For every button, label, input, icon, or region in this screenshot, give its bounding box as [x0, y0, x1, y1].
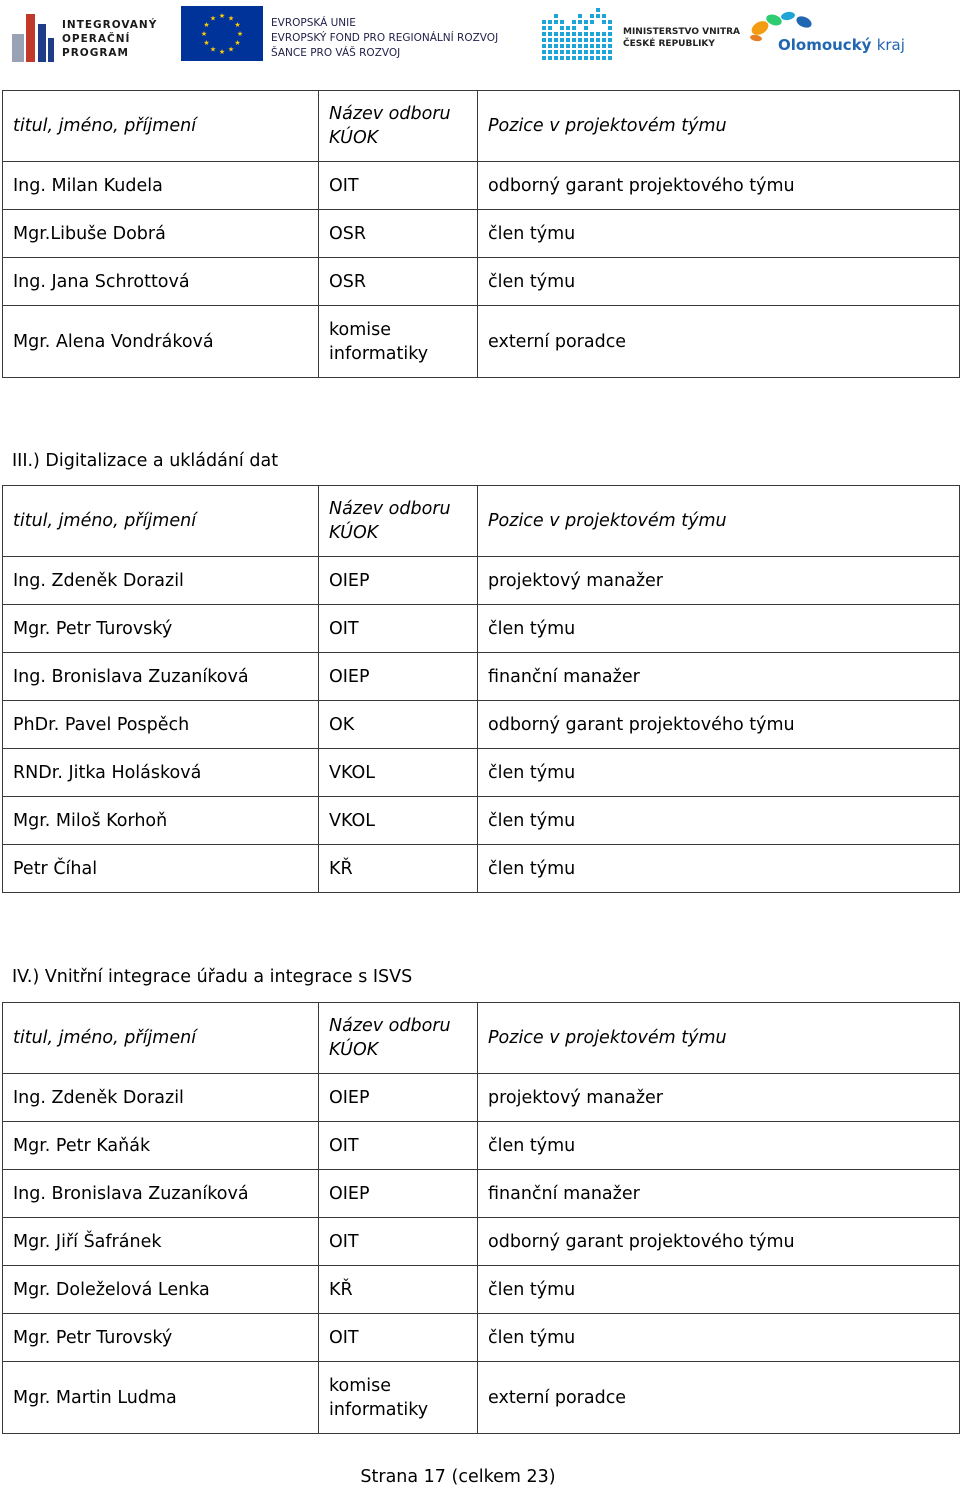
cell-role: člen týmu	[478, 749, 960, 797]
cell-dept: komise informatiky	[319, 306, 478, 378]
col-header-name: titul, jméno, příjmení	[3, 91, 319, 162]
cell-name: Mgr. Doleželová Lenka	[3, 1266, 319, 1314]
svg-text:★: ★	[203, 21, 210, 29]
cell-dept: OIT	[319, 1314, 478, 1362]
col-header-name: titul, jméno, příjmení	[3, 1003, 319, 1074]
cell-dept: OIEP	[319, 557, 478, 605]
table-row	[3, 1362, 960, 1434]
team-table-iii	[2, 485, 960, 893]
cell-name: Mgr. Petr Turovský	[3, 1314, 319, 1362]
svg-text:★: ★	[227, 45, 235, 54]
section-title-iii: III.) Digitalizace a ukládání dat	[12, 451, 279, 471]
cell-name: Ing. Jana Schrottová	[3, 258, 319, 306]
cell-role: odborný garant projektového týmu	[478, 162, 960, 210]
cell-role: člen týmu	[478, 1266, 960, 1314]
cell-dept: VKOL	[319, 749, 478, 797]
eu-text: EVROPSKÁ UNIE EVROPSKÝ FOND PRO REGIONÁLNÍ ROZVOJ ŠANCE PRO VÁŠ ROZVOJ	[271, 17, 499, 59]
cell-dept: OIEP	[319, 1074, 478, 1122]
iop-text: INTEGROVANÝ OPERAČNÍ PROGRAM	[62, 19, 158, 59]
cell-role: externí poradce	[478, 306, 960, 378]
cell-role: člen týmu	[478, 1122, 960, 1170]
cell-dept: OIT	[319, 1218, 478, 1266]
table-row	[3, 701, 960, 749]
col-header-dept: Název odboru KÚOK	[319, 1003, 478, 1074]
cell-dept: KŘ	[319, 845, 478, 893]
cell-name: Ing. Zdeněk Dorazil	[3, 1074, 319, 1122]
cell-role: člen týmu	[478, 605, 960, 653]
table-row	[3, 1074, 960, 1122]
cell-role: externí poradce	[478, 1362, 960, 1434]
cell-role: odborný garant projektového týmu	[478, 1218, 960, 1266]
olk-text: Olomoucký kraj	[778, 36, 905, 54]
cell-name: Mgr.Libuše Dobrá	[3, 210, 319, 258]
cell-dept: OK	[319, 701, 478, 749]
col-header-role: Pozice v projektovém týmu	[478, 91, 960, 162]
cell-dept: VKOL	[319, 797, 478, 845]
cell-dept: OIT	[319, 162, 478, 210]
cell-dept: OIT	[319, 605, 478, 653]
cell-name: Mgr. Petr Turovský	[3, 605, 319, 653]
table-header-row	[3, 1003, 960, 1074]
table-row	[3, 1218, 960, 1266]
svg-text:★: ★	[234, 39, 241, 47]
col-header-name: titul, jméno, příjmení	[3, 486, 319, 557]
team-table-iv	[2, 1002, 960, 1434]
col-header-role: Pozice v projektovém týmu	[478, 1003, 960, 1074]
cell-name: Petr Číhal	[3, 845, 319, 893]
svg-text:★: ★	[234, 21, 241, 29]
table-row	[3, 258, 960, 306]
col-header-dept: Název odboru KÚOK	[319, 486, 478, 557]
eu-flag-icon	[181, 6, 263, 61]
cell-role: člen týmu	[478, 258, 960, 306]
cell-dept: OSR	[319, 258, 478, 306]
svg-text:★: ★	[227, 14, 235, 23]
cell-name: Mgr. Martin Ludma	[3, 1362, 319, 1434]
cell-name: Mgr. Jiří Šafránek	[3, 1218, 319, 1266]
svg-text:★: ★	[236, 30, 244, 38]
svg-text:★: ★	[209, 14, 217, 23]
table-row	[3, 797, 960, 845]
cell-role: člen týmu	[478, 210, 960, 258]
cell-role: člen týmu	[478, 797, 960, 845]
olomoucky-kraj-logo	[748, 8, 905, 62]
table-header-row	[3, 91, 960, 162]
cell-dept: OIEP	[319, 653, 478, 701]
table-row	[3, 210, 960, 258]
svg-text:★: ★	[209, 45, 217, 54]
table-row	[3, 1170, 960, 1218]
iop-logo	[12, 6, 172, 62]
table-row	[3, 306, 960, 378]
cell-role: projektový manažer	[478, 557, 960, 605]
cell-name: Ing. Bronislava Zuzaníková	[3, 1170, 319, 1218]
cell-role: projektový manažer	[478, 1074, 960, 1122]
team-table-1	[2, 90, 960, 378]
table-row	[3, 557, 960, 605]
logo-header	[0, 0, 960, 70]
cell-role: odborný garant projektového týmu	[478, 701, 960, 749]
cell-role: člen týmu	[478, 845, 960, 893]
svg-text:★: ★	[218, 12, 226, 20]
table-row	[3, 653, 960, 701]
cell-name: Mgr. Alena Vondráková	[3, 306, 319, 378]
mv-text: MINISTERSTVO VNITRA ČESKÉ REPUBLIKY	[623, 27, 740, 49]
table-header-row	[3, 486, 960, 557]
table-row	[3, 162, 960, 210]
table-row	[3, 1122, 960, 1170]
mv-dots-icon	[540, 6, 614, 62]
cell-name: Mgr. Miloš Korhoň	[3, 797, 319, 845]
table-row	[3, 605, 960, 653]
col-header-role: Pozice v projektovém týmu	[478, 486, 960, 557]
cell-name: RNDr. Jitka Holásková	[3, 749, 319, 797]
svg-text:★: ★	[203, 39, 210, 47]
cell-name: Ing. Zdeněk Dorazil	[3, 557, 319, 605]
cell-name: Mgr. Petr Kaňák	[3, 1122, 319, 1170]
cell-name: Ing. Milan Kudela	[3, 162, 319, 210]
cell-name: Ing. Bronislava Zuzaníková	[3, 653, 319, 701]
section-title-iv: IV.) Vnitřní integrace úřadu a integrace s ISVS	[12, 967, 413, 987]
cell-dept: KŘ	[319, 1266, 478, 1314]
table-row	[3, 845, 960, 893]
cell-name: PhDr. Pavel Pospěch	[3, 701, 319, 749]
page-footer: Strana 17 (celkem 23)	[360, 1467, 556, 1487]
table-row	[3, 1314, 960, 1362]
iop-bars-icon	[12, 6, 60, 62]
cell-dept: komise informatiky	[319, 1362, 478, 1434]
cell-role: finanční manažer	[478, 1170, 960, 1218]
col-header-dept: Název odboru KÚOK	[319, 91, 478, 162]
svg-text:★: ★	[218, 48, 226, 56]
cell-dept: OIT	[319, 1122, 478, 1170]
cell-dept: OSR	[319, 210, 478, 258]
cell-role: člen týmu	[478, 1314, 960, 1362]
table-row	[3, 749, 960, 797]
table-row	[3, 1266, 960, 1314]
cell-dept: OIEP	[319, 1170, 478, 1218]
cell-role: finanční manažer	[478, 653, 960, 701]
svg-text:★: ★	[200, 30, 208, 38]
